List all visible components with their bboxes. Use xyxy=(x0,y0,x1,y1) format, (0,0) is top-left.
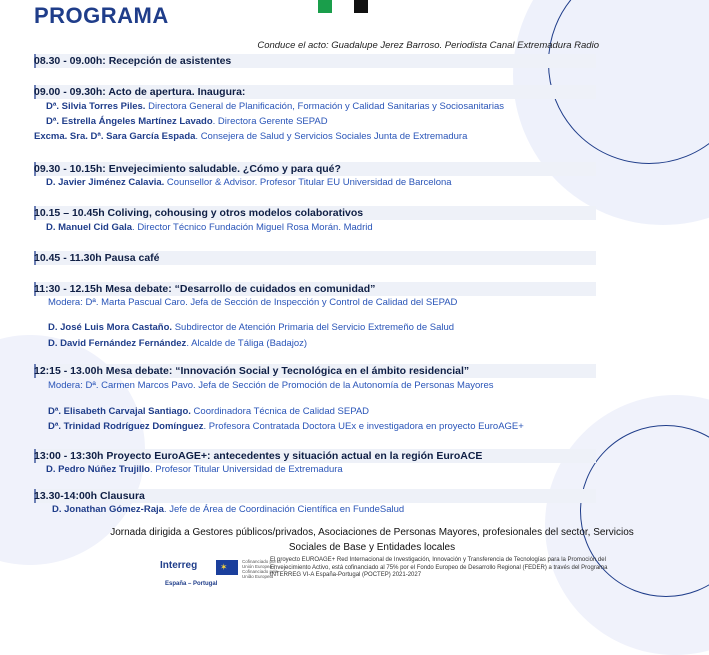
speaker-line: Dª. Trinidad Rodríguez Domínguez. Profesora Contratada Doctora UEx e investigadora en proyecto EuroAGE+ xyxy=(48,421,524,432)
page-title: PROGRAMA xyxy=(34,3,169,28)
interreg-subtitle: España – Portugal xyxy=(165,581,218,587)
audience-note xyxy=(72,525,672,555)
funding-disclaimer: El proyecto EUROAGE+ Red Internacional de Investigación, Innovación y Transferencia de Tecnologías para la Promoción del Envejecimiento Activo, está cofinanciado al 75% por el Fondo Europeo de Desarrollo Regional (FEDER) a través del Programa INTERREG VI-A España-Portugal (POCTEP) 2021-2027 xyxy=(270,557,608,578)
agenda-heading: 08.30 - 09.00h: Recepción de asistentes xyxy=(34,55,232,67)
speaker-line: Excma. Sra. Dª. Sara García Espada. Consejera de Salud y Servicios Sociales Junta de Extremadura xyxy=(34,131,468,142)
agenda-heading: 09.00 - 09.30h: Acto de apertura. Inaugura: xyxy=(34,86,246,98)
moderator-line: Modera: Dª. Marta Pascual Caro. Jefa de Sección de Inspección y Control de Calidad del SEPAD xyxy=(48,297,458,308)
flag-green-block xyxy=(318,0,332,13)
speaker-line: D. Javier Jiménez Calavia. Counsellor & Advisor. Profesor Titular EU Universidad de Barcelona xyxy=(46,177,452,188)
agenda-heading: 10.45 - 11.30h Pausa café xyxy=(34,252,160,264)
agenda-heading: 13.30-14:00h Clausura xyxy=(34,490,145,502)
agenda-heading: 10.15 – 10.45h Coliving, cohousing y otros modelos colaborativos xyxy=(34,207,364,219)
speaker-line: D. Manuel Cid Gala. Director Técnico Fundación Miguel Rosa Morán. Madrid xyxy=(46,222,373,233)
speaker-line: D. David Fernández Fernández. Alcalde de Táliga (Badajoz) xyxy=(48,338,308,349)
agenda-heading: 09.30 - 10.15h: Envejecimiento saludable. ¿Cómo y para qué? xyxy=(34,163,341,175)
host-line: Conduce el acto: Guadalupe Jerez Barroso. Periodista Canal Extremadura Radio xyxy=(257,40,599,51)
audience-line: Sociales de Base y Entidades locales xyxy=(288,542,456,553)
eu-flag-icon: ✶ xyxy=(216,560,238,575)
agenda-heading: 11:30 - 12.15h Mesa debate: “Desarrollo de cuidados en comunidad” xyxy=(34,283,376,295)
agenda-heading: 12:15 - 13.00h Mesa debate: “Innovación Social y Tecnológica en el ámbito residencial” xyxy=(34,365,470,377)
eu-cofunding-text: Cofinanciado por la Unión Europea / Cofinanciado pela União Europeia xyxy=(242,559,281,579)
speaker-line: Dª. Estrella Ángeles Martínez Lavado. Directora Gerente SEPAD xyxy=(46,116,328,127)
moderator-line: Modera: Dª. Carmen Marcos Pavo. Jefa de Sección de Promoción de la Autonomía de Personas Mayores xyxy=(48,380,494,391)
interreg-logo: Interreg xyxy=(160,560,198,571)
speaker-line: Dª. Elisabeth Carvajal Santiago. Coordinadora Técnica de Calidad SEPAD xyxy=(48,406,370,417)
speaker-line: D. José Luis Mora Castaño. Subdirector de Atención Primaria del Servicio Extremeño de Salud xyxy=(48,322,455,333)
audience-line: Jornada dirigida a Gestores públicos/privados, Asociaciones de Personas Mayores, profesionales del sector, Servicios xyxy=(110,527,634,538)
agenda-heading: 13:00 - 13:30h Proyecto EuroAGE+: antecedentes y situación actual en la región EuroACE xyxy=(34,450,483,462)
speaker-line: D. Pedro Núñez Trujillo. Profesor Titular Universidad de Extremadura xyxy=(46,464,343,475)
flag-black-block xyxy=(354,0,368,13)
speaker-line: D. Jonathan Gómez-Raja. Jefe de Área de Coordinación Científica en FundeSalud xyxy=(52,504,405,515)
speaker-line: Dª. Silvia Torres Piles. Directora General de Planificación, Formación y Calidad Sanitarias y Sociosanitarias xyxy=(46,101,504,112)
